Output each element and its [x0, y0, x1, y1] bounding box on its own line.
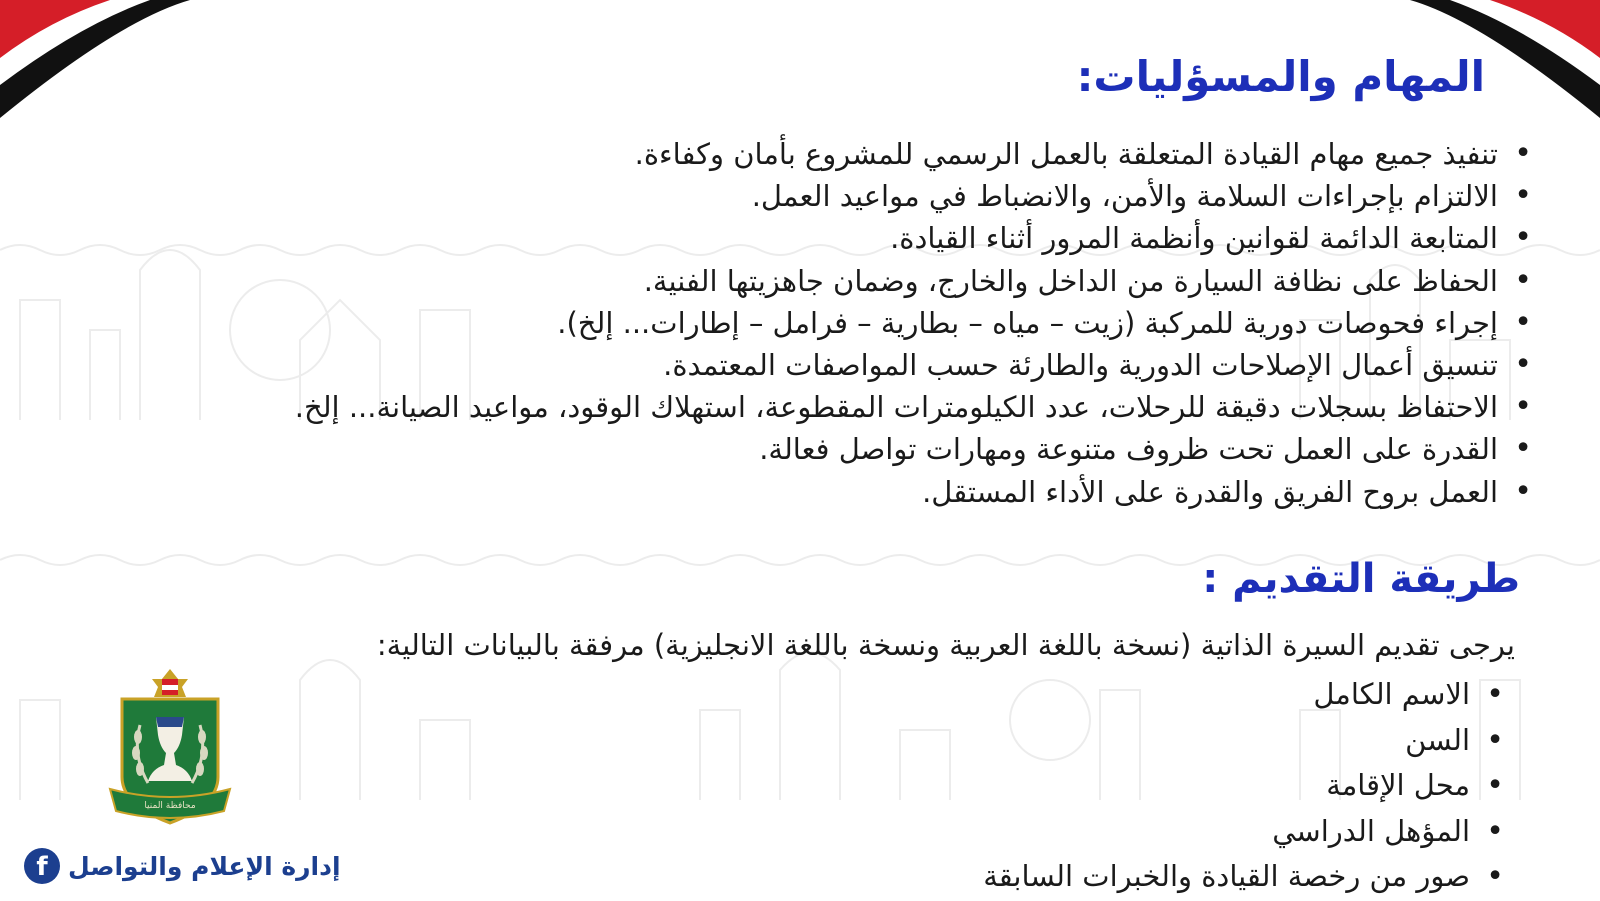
emblem-caption: محافظة المنيا	[144, 801, 196, 811]
list-item: • المؤهل الدراسي	[983, 809, 1504, 855]
list-item: • العمل بروح الفريق والقدرة على الأداء المستقل.	[72, 471, 1532, 513]
facebook-icon[interactable]: f	[24, 848, 60, 884]
application-heading: طريقة التقديم :	[1202, 556, 1520, 602]
footer-brand	[24, 846, 341, 886]
duties-list	[72, 133, 1532, 513]
list-item: • إجراء فحوصات دورية للمركبة (زيت – مياه – بطارية – فرامل – إطارات... إلخ).	[72, 302, 1532, 344]
required-fields-list	[983, 672, 1504, 900]
application-intro: يرجى تقديم السيرة الذاتية (نسخة باللغة العربية ونسخة باللغة الانجليزية) مرفقة بالبيانات التالية:	[376, 628, 1515, 662]
list-item: • الحفاظ على نظافة السيارة من الداخل والخارج، وضمان جاهزيتها الفنية.	[72, 260, 1532, 302]
list-item: • تنسيق أعمال الإصلاحات الدورية والطارئة حسب المواصفات المعتمدة.	[72, 344, 1532, 386]
list-item: • محل الإقامة	[983, 763, 1504, 809]
list-item: • القدرة على العمل تحت ظروف متنوعة ومهارات تواصل فعالة.	[72, 428, 1532, 470]
list-item: • السن	[983, 718, 1504, 764]
list-item: • الاسم الكامل	[983, 672, 1504, 718]
list-item: • تنفيذ جميع مهام القيادة المتعلقة بالعمل الرسمي للمشروع بأمان وكفاءة.	[72, 133, 1532, 175]
list-item: • الالتزام بإجراءات السلامة والأمن، والانضباط في مواعيد العمل.	[72, 175, 1532, 217]
brand-text: إدارة الإعلام والتواصل	[68, 851, 341, 881]
list-item: • صور من رخصة القيادة والخبرات السابقة	[983, 854, 1504, 900]
list-item: • الاحتفاظ بسجلات دقيقة للرحلات، عدد الكيلومترات المقطوعة، استهلاك الوقود، مواعيد الصيانة... إلخ.	[72, 386, 1532, 428]
list-item: • المتابعة الدائمة لقوانين وأنظمة المرور أثناء القيادة.	[72, 217, 1532, 259]
governorate-emblem-logo	[100, 665, 240, 835]
duties-heading: المهام والمسؤليات:	[1076, 52, 1485, 101]
